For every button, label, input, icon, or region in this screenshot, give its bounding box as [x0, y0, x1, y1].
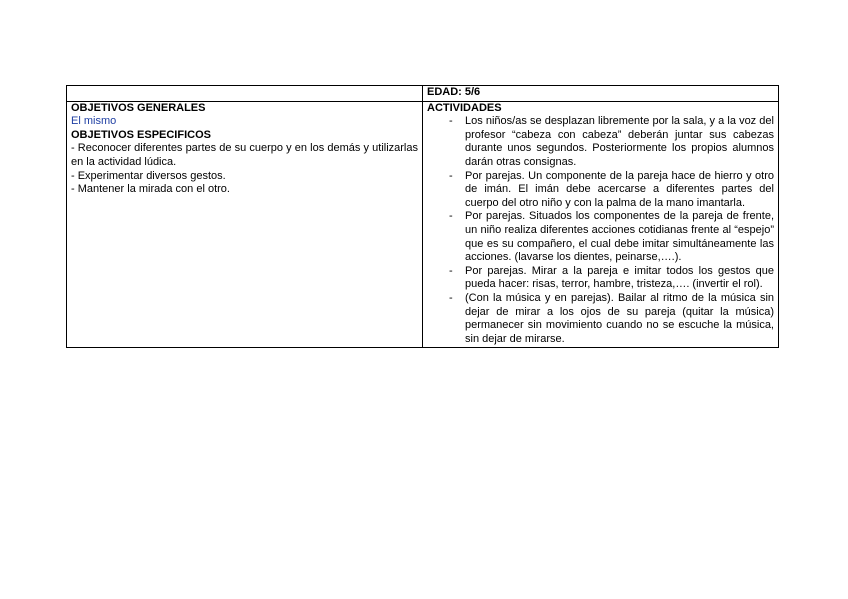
activities-list [427, 115, 774, 346]
general-objectives-value: El mismo [71, 115, 117, 128]
activity-text: Por parejas. Mirar a la pareja e imitar todos los gestos que pueda hacer: risas, terror, hambre, tristeza,…. (invertir el rol). [465, 264, 774, 291]
specific-objective-item: - Reconocer diferentes partes de su cuerpo y en los demás y utilizarlas en la actividad lúdica. [71, 142, 418, 168]
activities-heading: ACTIVIDADES [427, 101, 502, 114]
table-body-row [67, 101, 779, 348]
specific-objective-item: - Mantener la mirada con el otro. [71, 183, 230, 196]
list-item [427, 265, 774, 292]
activity-table [66, 85, 779, 348]
bullet-dash: - [449, 291, 453, 304]
activity-text: Por parejas. Un componente de la pareja hace de hierro y otro de imán. El imán debe acercarse a diferentes partes del cuerpo del otro niño y con la palma de la mano imantarla. [465, 169, 774, 209]
objectives-cell [67, 101, 423, 348]
bullet-dash: - [449, 264, 453, 277]
general-objectives-heading: OBJETIVOS GENERALES [71, 101, 206, 114]
list-item [427, 170, 774, 211]
activity-text: (Con la música y en parejas). Bailar al ritmo de la música sin dejar de mirar a los ojos de su pareja (quitar la música) permanecer sin movimiento cuando no se escuche la música, sin dejar de mirarse. [465, 291, 774, 345]
list-item [427, 292, 774, 346]
bullet-dash: - [449, 169, 453, 182]
age-header: EDAD: 5/6 [423, 86, 779, 102]
specific-objective-item: - Experimentar diversos gestos. [71, 169, 226, 182]
bullet-dash: - [449, 210, 453, 223]
header-left-cell [67, 86, 423, 102]
activities-cell [423, 101, 779, 348]
specific-objectives-heading: OBJETIVOS ESPECIFICOS [71, 128, 211, 141]
list-item [427, 210, 774, 264]
activity-text: Los niños/as se desplazan libremente por la sala, y a la voz del profesor “cabeza con cabeza” deberán juntar sus cabezas durante unos segundos. Posteriormente los propios alumnos darán otras consignas. [465, 115, 774, 168]
list-item [427, 115, 774, 169]
activity-text: Por parejas. Situados los componentes de la pareja de frente, un niño realiza diferentes acciones cotidianas frente al “espejo” que es su compañero, el cual debe imitar simultáneamente las acciones. (lavarse los dientes, peinarse,….). [465, 210, 774, 264]
table-header-row [67, 86, 779, 102]
bullet-dash: - [449, 115, 453, 128]
